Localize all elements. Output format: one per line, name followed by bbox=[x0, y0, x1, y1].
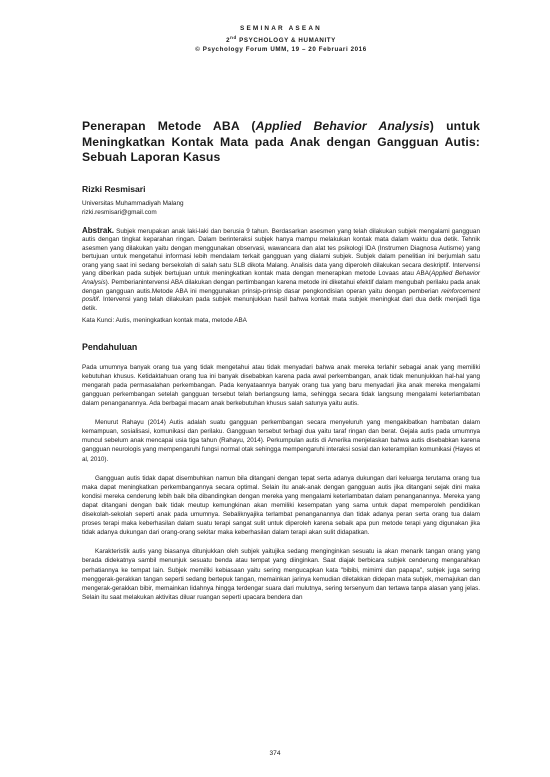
author-name: Rizki Resmisari bbox=[82, 183, 146, 194]
header-line2-rest: PSYCHOLOGY & HUMANITY bbox=[236, 37, 336, 45]
abstract-text-1: Subjek merupakan anak laki-laki dan berusia 9 tahun. Berdasarkan asesmen yang telah dilakukan subjek mengalami gangguan autis dengan tingkat keparahan ringan. Dalam berinteraksi subjek hanya mampu melakukan kontak mata dalam waktu dua detik. Tehnik asesmen yang dilakukan yaitu dengan menggunakan observasi, wawancara dan alat tes psikologi IDA (Instrumen Diagnosa Autisme) yang bertujuan untuk mengetahui informasi lebih mendalam terkait gangguan yang dialami subjek. Subjek dalam penelitian ini berjumlah satu orang yang saat ini sedang bersekolah di salah satu SLB dikota Malang. Analisis data yang diperoleh dilakukan secara deskriptif. Intervensi yang diberikan pada subjek bertujuan untuk meningkatkan kontak mata dengan menerapkan metode Lovaas atau ABA( bbox=[82, 227, 480, 278]
abstract-text-3: . Intervensi yang telah dilakukan pada subjek menunjukkan hasil bahwa kontak mata subjek meningkat dari dua detik menjadi tiga detik. bbox=[82, 296, 480, 312]
paper-page bbox=[82, 24, 480, 602]
header-line2 bbox=[82, 33, 480, 45]
header-line3: © Psychology Forum UMM, 19 – 20 Februari 2016 bbox=[195, 46, 367, 54]
abstract-italic-2: reinforcement positif bbox=[82, 287, 480, 304]
author-affiliation: Universitas Muhammadiyah Malang bbox=[82, 199, 184, 207]
abstract-label: Abstrak. bbox=[82, 225, 115, 235]
paper-title bbox=[82, 119, 480, 166]
paragraph-2: Menurut Rahayu (2014) Autis adalah suatu gangguan perkembangan secara menyeluruh yang mengakibatkan hambatan dalam kemampuan, sosialisasi, komunikasi dan perilaku. Gangguan tersebut terbagi dua yaitu taraf ringan dan berat. Gejala autis pada umumnya muncul sebelum anak mencapai usia tiga tahun (Rahayu, 2014). Perkumpulan autis di Amerika menjelaskan bahwa autis disebabkan karena gangguan neurologis yang mempengaruhi fungsi normal otak sehingga mempengaruhi interaksi sosial dan keterampilan komunikasi (Hayes et al, 2010). bbox=[82, 419, 480, 463]
conference-header bbox=[82, 24, 480, 54]
page-number: 374 bbox=[269, 750, 281, 757]
section-title: Pendahuluan bbox=[82, 341, 138, 352]
header-line2-sup: nd bbox=[230, 35, 237, 40]
abstract-italic-1: Applied Behavior Analysis bbox=[82, 270, 480, 287]
title-italic: Applied Behavior Analysis bbox=[255, 119, 430, 134]
abstract bbox=[82, 227, 480, 313]
abstract-text-2: ). Pemberianintervensi ABA dilakukan dengan pertimbangan karena metode ini diketahui efektif dalam mengubah perilaku pada anak dengan gangguan autis.Metode ABA ini menggunakan prinsip-prinsip dasar pengkondisian operan yaitu dengan pemberian bbox=[82, 279, 480, 295]
header-line1: SEMINAR ASEAN bbox=[240, 25, 322, 32]
paragraph-4: Karakteristik autis yang biasanya ditunjukkan oleh subjek yaitujika sedang menginginkan sesuatu ia akan menarik tangan orang yang berada didekatnya sambil menunjuk sesuatu benda atau tempat yang diinginkan. Saat diajak berbicara subjek cenderung mengarahkan perhatiannya ke tempat lain. Subjek memiliki kebiasaan yaitu sering mengucapkan kata "bibibi, mimimi dan papapa", subjek juga sering menggerak-gerakkan tangan seperti sedang bertepuk tangan, memainkan jarinya kemudian diletakkan didepan mata subjek, memajukan dan mengerak-gerakkan bibir, memainkan lidahnya hingga terdengar suara dari mulutnya, sering tersenyum dan tertawa tanpa alasan yang jelas. Selain itu saat melakukan aktivitas diluar ruangan seperti upacara bendera dan bbox=[82, 548, 480, 601]
title-part1: Penerapan Metode ABA ( bbox=[82, 119, 256, 134]
author-affiliation-block bbox=[82, 199, 480, 218]
paragraph-3: Gangguan autis tidak dapat disembuhkan namun bila ditangani dengan tepat serta adanya dukungan dari keluarga terutama orang tua maka dapat meningkatkan perkembangannya secara optimal. Selain itu anak-anak dengan gangguan autis jika ditangani sejak dini maka kondisi mereka cenderung lebih baik bila dibandingkan dengan mereka yang mengalami keterlambatan dalam penanganannya. Mereka yang dapat ditangani dengan baik tidak meutup kemungkinan akan memiliki kesempatan yang sama untuk dapat memperoleh pendidikan disekolah-sekolah seperti anak pada umumnya. Sebaliknyajika terlambat penanganannya dan tidak adanya peran serta orang tua dalam proses terapi maka keberhasilan dalam suatu terapi sangat sulit untuk diperoleh karena sebaik apa pun metode terapi yang digunakan jika tidak adanya dukungan dari orang-orang sekitar maka keberhasilan dalam terapi akan sulit didapatkan. bbox=[82, 474, 480, 537]
paragraph-1: Pada umumnya banyak orang tua yang tidak mengetahui atau tidak menyadari bahwa anak mereka terlahir sebagai anak yang memiliki kebutuhan khusus. Ketidaktahuan orang tua ini banyak disebabkan karena pada awal perkembangan, anak tidak menunjukkan hal-hal yang mengarah pada permasalahan perkembangan. Pada kenyataannya banyak orang tua yang baru menyadari jika anak mereka mengalami gangguan perkembangan setelah gangguan tersebut telah berlangsung lama, sehingga secara tidak langsung mengalami keterlambatan dalam penanganannya. Ada berbagai macam anak berkebutuhan khusus salah satunya yaitu autis. bbox=[82, 363, 480, 408]
keywords: Kata Kunci: Autis, meningkatkan kontak mata, metode ABA bbox=[82, 317, 247, 325]
author-email: rizki.resmisari@gmail.com bbox=[82, 209, 157, 217]
title-part2: ) untuk Meningkatkan Kontak Mata pada Anak dengan Gangguan Autis: Sebuah Laporan Kasus bbox=[82, 119, 480, 165]
header-line2-prefix: 2 bbox=[226, 37, 231, 45]
